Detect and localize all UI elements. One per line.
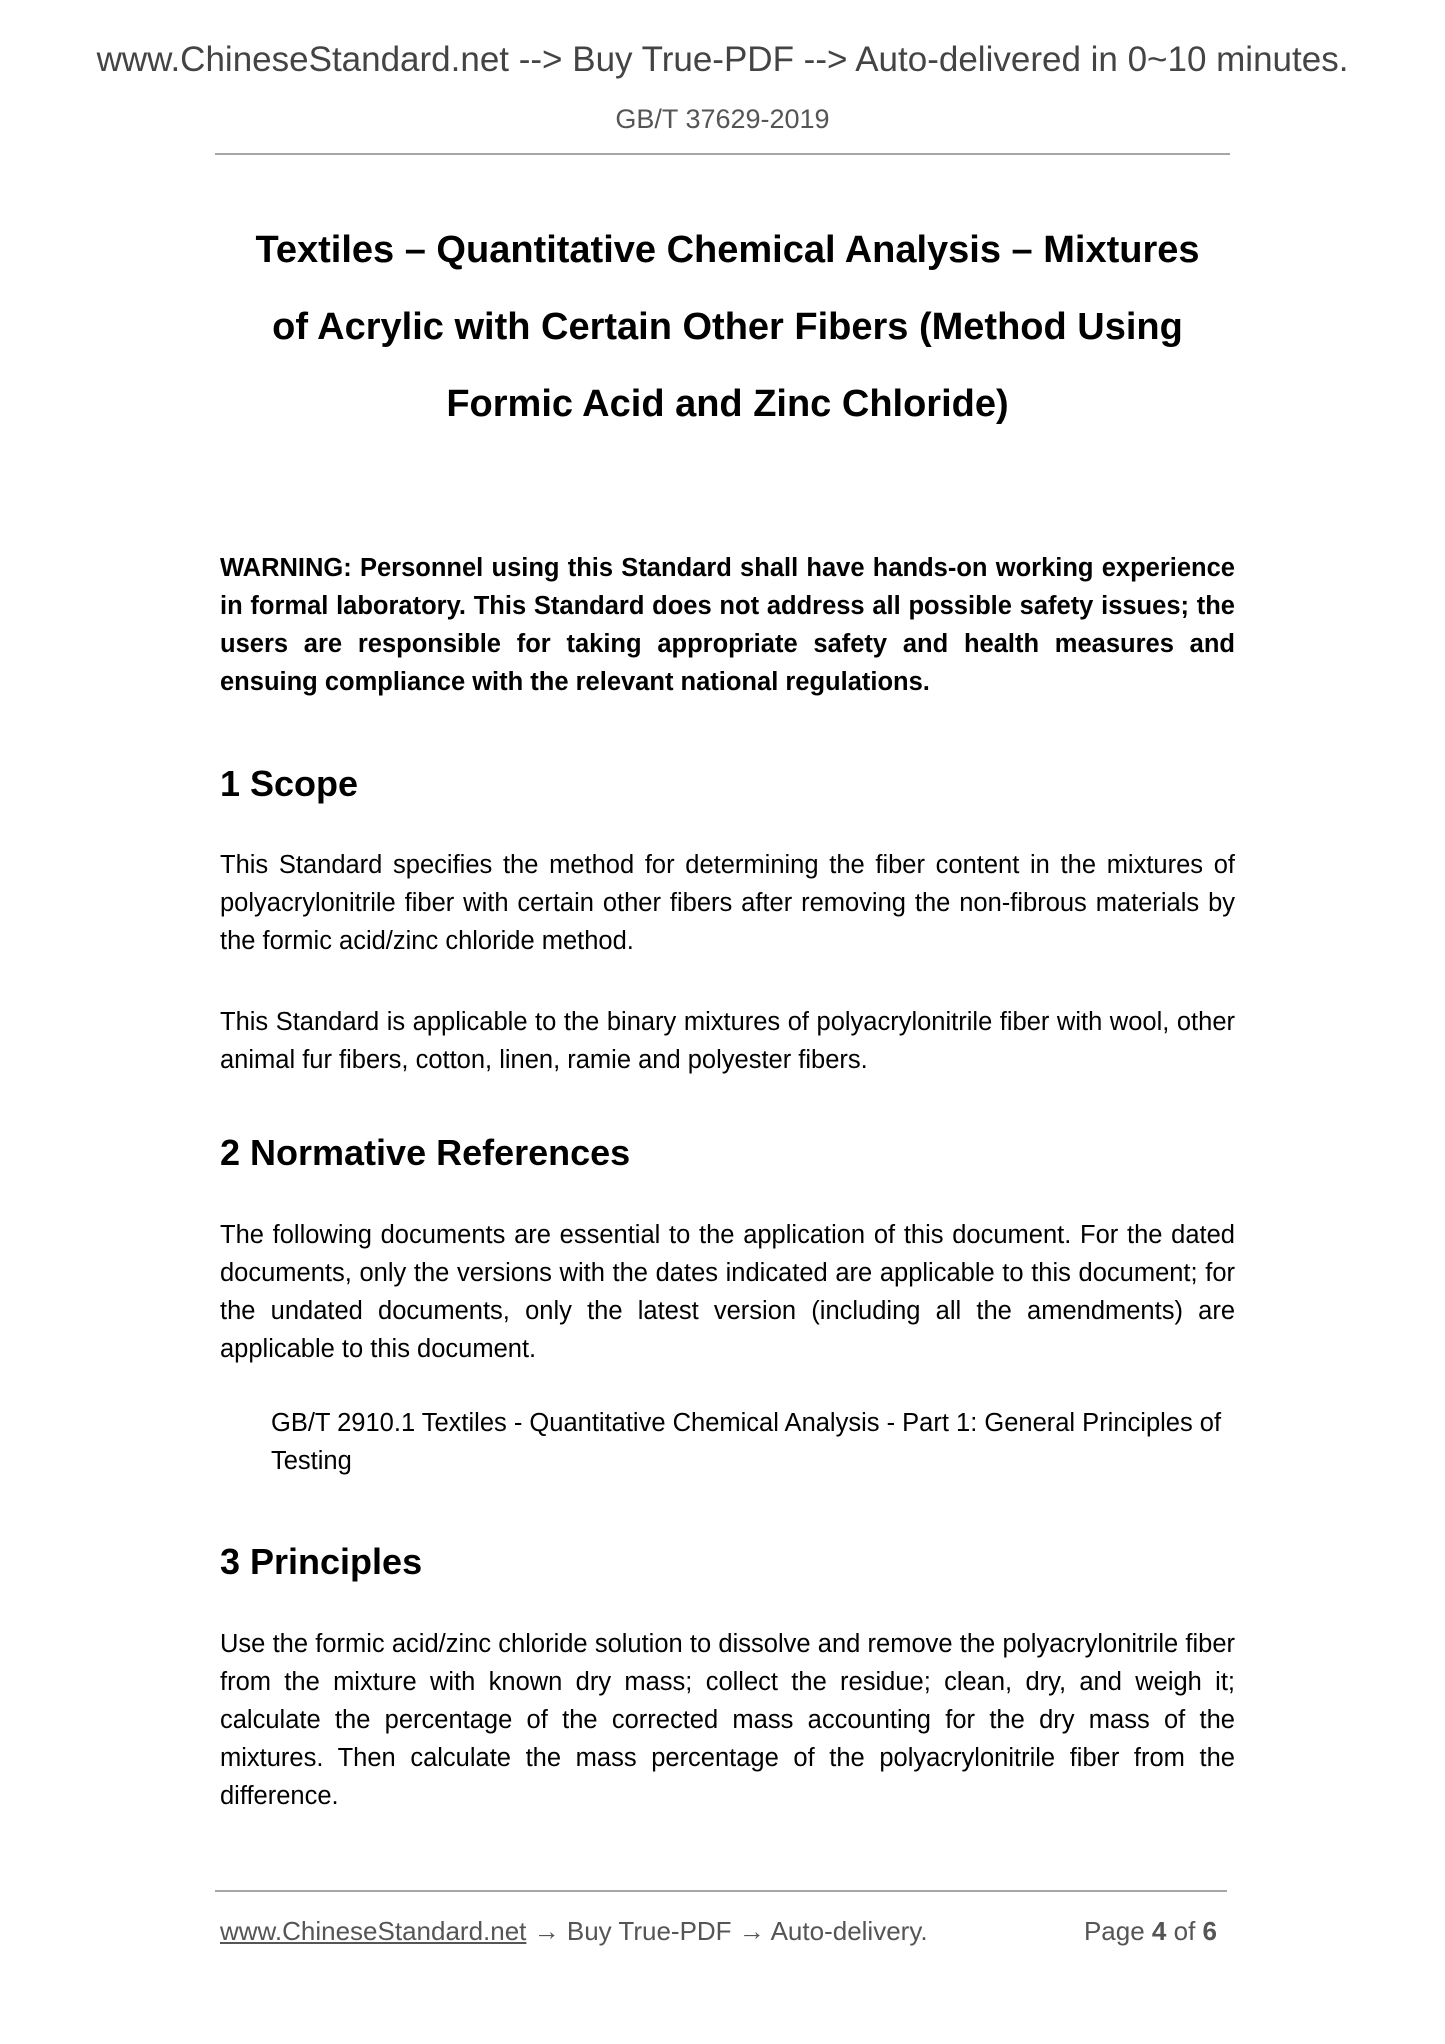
site-link[interactable]: www.ChineseStandard.net	[220, 1916, 527, 1946]
title-line: Formic Acid and Zinc Chloride)	[446, 383, 1009, 425]
paragraph: Use the formic acid/zinc chloride solution to dissolve and remove the polyacrylonitrile fiber from the mixture with known dry mass; collect the residue; clean, dry, and weigh it; calculate the percentage of the corrected mass accounting for the dry mass of the mixtures. Then calculate the mass percentage of the polyacrylonitrile fiber from the difference.	[220, 1630, 1235, 1810]
arrow-right-icon: →	[526, 1916, 567, 1946]
document-title	[220, 212, 1235, 443]
site-banner: www.ChineseStandard.net --> Buy True-PDF --> Auto-delivered in 0~10 minutes.	[96, 40, 1349, 79]
section-heading-principles: 3 Principles	[220, 1541, 423, 1582]
buy-text: Buy True-PDF	[566, 1916, 732, 1946]
page-footer	[220, 1915, 1225, 1947]
page-total: 6	[1202, 1916, 1217, 1946]
paragraph: This Standard is applicable to the binary mixtures of polyacrylonitrile fiber with wool, other animal fur fibers, cotton, linen, ramie and polyester fibers.	[220, 1008, 1235, 1074]
page-current: 4	[1151, 1916, 1167, 1946]
header-divider	[215, 153, 1230, 155]
page-indicator	[1084, 1915, 1217, 1947]
delivery-text: Auto-delivery.	[770, 1916, 928, 1946]
reference-item: GB/T 2910.1 Textiles - Quantitative Chemical Analysis - Part 1: General Principles of Testing	[271, 1409, 1222, 1475]
section-scope-body-2	[220, 1003, 1235, 1079]
paragraph: This Standard specifies the method for determining the fiber content in the mixtures of polyacrylonitrile fiber with certain other fibers after removing the non-fibrous materials by the formic acid/zinc chloride method.	[220, 851, 1235, 955]
section-references-body	[220, 1216, 1235, 1368]
page-label: Page	[1083, 1916, 1145, 1946]
section-heading-scope: 1 Scope	[220, 763, 359, 804]
arrow-right-icon: →	[731, 1916, 771, 1946]
section-scope-body	[220, 846, 1235, 960]
warning-text: WARNING: Personnel using this Standard shall have hands-on working experience in formal laboratory. This Standard does not address all possible safety issues; the users are responsible for taking appropriate safety and health measures and ensuing compliance with the relevant national regulations.	[220, 554, 1235, 696]
title-line: of Acrylic with Certain Other Fibers (Method Using	[272, 306, 1183, 348]
document-code: GB/T 37629-2019	[615, 104, 830, 134]
section-heading-normative-references: 2 Normative References	[220, 1132, 631, 1173]
title-line: Textiles – Quantitative Chemical Analysis – Mixtures	[255, 229, 1200, 271]
paragraph: The following documents are essential to the application of this document. For the dated documents, only the versions with the dates indicated are applicable to this document; for the undated documents, only the latest version (including all the amendments) are applicable to this document.	[220, 1221, 1235, 1363]
footer-divider	[215, 1890, 1227, 1892]
page-of: of	[1173, 1916, 1196, 1946]
reference-list	[220, 1404, 1235, 1480]
section-principles-body	[220, 1625, 1235, 1815]
warning-block	[220, 549, 1235, 701]
